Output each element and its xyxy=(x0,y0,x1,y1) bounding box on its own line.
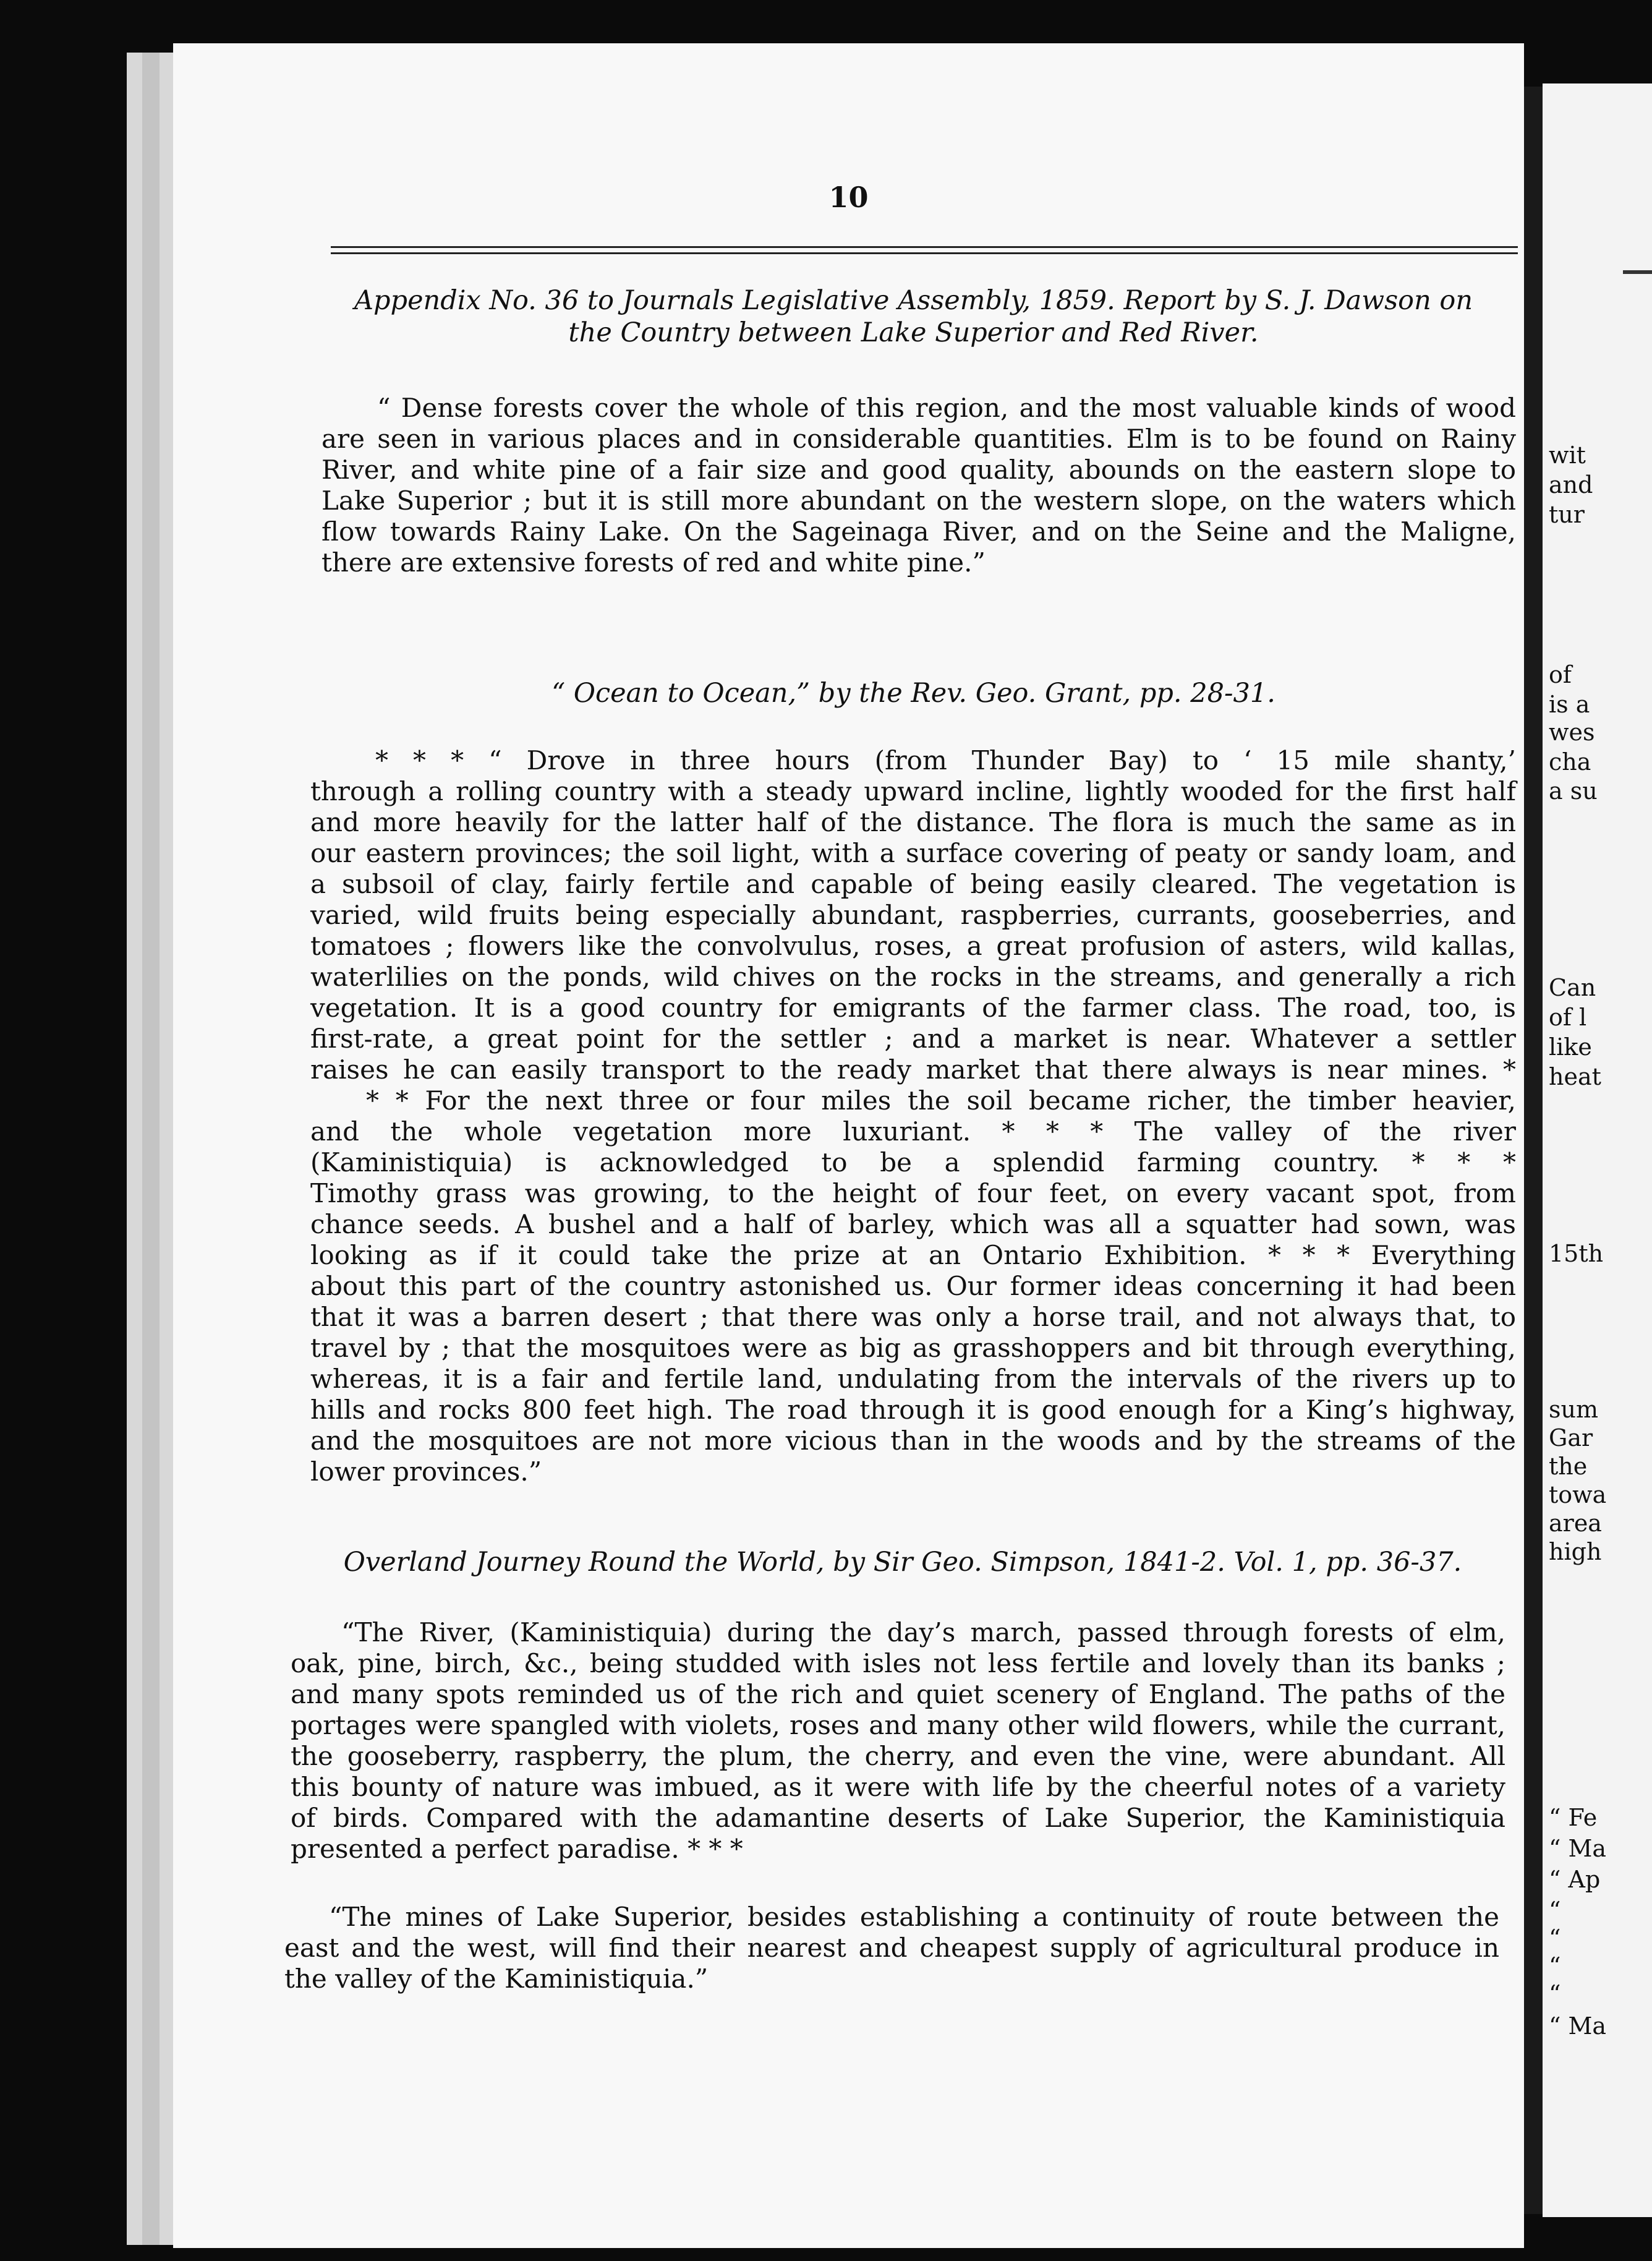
text-line: hills and rocks 800 feet high. The road through it is good enough for a King’s highway, xyxy=(310,1395,1516,1425)
facing-page-fragment: the xyxy=(1549,1453,1588,1480)
text-line: about this part of the country astonished us. Our former ideas concerning it had been xyxy=(310,1271,1516,1301)
text-line: waterlilies on the ponds, wild chives on the rocks in the streams, and generally a rich xyxy=(310,962,1516,992)
section-heading-simpson xyxy=(291,1546,1515,1578)
facing-page-fragment: “ Ma xyxy=(1549,2012,1607,2040)
facing-page-fragment: wit xyxy=(1549,442,1586,469)
heading-line: Appendix No. 36 to Journals Legislative Assembly, 1859. Report by S. J. Dawson on xyxy=(354,285,1473,316)
facing-page-fragment: 15th xyxy=(1549,1240,1604,1267)
text-line: the valley of the Kaministiquia.” xyxy=(284,1964,709,1994)
facing-page-fragment: Can xyxy=(1549,974,1596,1001)
text-line: whereas, it is a fair and fertile land, undulating from the intervals of the rivers up to xyxy=(310,1364,1516,1394)
text-line: east and the west, will find their nearest and cheapest supply of agricultural produce in xyxy=(284,1933,1499,1963)
text-line: that it was a barren desert ; that there was only a horse trail, and not always that, to xyxy=(310,1302,1516,1332)
text-line: oak, pine, birch, &c., being studded with isles not less fertile and lovely than its banks ; xyxy=(291,1648,1505,1678)
text-line: and more heavily for the latter half of the distance. The flora is much the same as in xyxy=(310,807,1516,837)
page-number: 10 xyxy=(828,181,869,214)
facing-page-fragment: of l xyxy=(1549,1004,1587,1031)
section-heading-grant xyxy=(309,677,1518,709)
text-line: a subsoil of clay, fairly fertile and capable of being easily cleared. The vegetation is xyxy=(310,869,1516,899)
heading-line: “ Ocean to Ocean,” by the Rev. Geo. Grant, pp. 28-31. xyxy=(551,678,1275,709)
heading-line: the Country between Lake Superior and Red River. xyxy=(568,317,1259,348)
text-line: flow towards Rainy Lake. On the Sageinaga River, and on the Seine and the Maligne, xyxy=(321,516,1516,547)
text-line: and many spots reminded us of the rich and quiet scenery of England. The paths of the xyxy=(291,1679,1505,1709)
text-line: * * For the next three or four miles the soil became richer, the timber heavier, xyxy=(366,1085,1516,1116)
book-gutter xyxy=(1524,87,1543,2214)
header-rule-top xyxy=(331,246,1518,248)
facing-page-fragment: a su xyxy=(1549,777,1598,805)
section-heading-dawson xyxy=(309,284,1518,349)
text-line: (Kaministiquia) is acknowledged to be a splendid farming country. * * * xyxy=(310,1147,1516,1178)
text-line: “The mines of Lake Superior, besides establishing a continuity of route between the xyxy=(329,1902,1499,1932)
text-line: * * * “ Drove in three hours (from Thunder Bay) to ‘ 15 mile shanty,’ xyxy=(375,745,1516,776)
facing-page-fragment: “ xyxy=(1549,1952,1561,1980)
paragraph-simpson-quote xyxy=(291,1617,1505,1865)
facing-page-fragment: cha xyxy=(1549,748,1591,776)
text-line: looking as if it could take the prize at an Ontario Exhibition. * * * Everything xyxy=(310,1240,1516,1270)
text-line: raises he can easily transport to the ready market that there always is near mines. * xyxy=(310,1054,1516,1085)
facing-page-fragment: high xyxy=(1549,1538,1602,1565)
facing-page-fragment: “ Ap xyxy=(1549,1866,1601,1893)
facing-page-fragment: “ xyxy=(1549,1897,1561,1924)
text-line: “The River, (Kaministiquia) during the day’s march, passed through forests of elm, xyxy=(341,1617,1505,1648)
facing-page-rule xyxy=(1623,270,1652,274)
header-rule-bottom xyxy=(331,252,1518,254)
text-line: are seen in various places and in considerable quantities. Elm is to be found on Rainy xyxy=(321,424,1516,454)
book-page-edge-shadow xyxy=(142,53,160,2245)
facing-page-fragment: heat xyxy=(1549,1063,1601,1090)
facing-page-fragment: “ Ma xyxy=(1549,1835,1607,1862)
text-line: presented a perfect paradise. * * * xyxy=(291,1834,743,1864)
facing-page-fragment: is a xyxy=(1549,691,1590,718)
document-page xyxy=(173,43,1524,2248)
text-line: portages were spangled with violets, roses and many other wild flowers, while the currant, xyxy=(291,1710,1505,1740)
heading-line: Overland Journey Round the World, by Sir Geo. Simpson, 1841-2. Vol. 1, pp. 36-37. xyxy=(343,1547,1462,1578)
facing-page-fragment: “ xyxy=(1549,1980,1561,2007)
text-line: tomatoes ; flowers like the convolvulus, roses, a great profusion of asters, wild kallas, xyxy=(310,931,1516,961)
facing-page-fragment: Gar xyxy=(1549,1424,1593,1451)
facing-page xyxy=(1543,83,1652,2217)
text-line: and the whole vegetation more luxuriant. * * * The valley of the river xyxy=(310,1116,1516,1147)
text-line: of birds. Compared with the adamantine deserts of Lake Superior, the Kaministiquia xyxy=(291,1803,1505,1833)
text-line: “ Dense forests cover the whole of this region, and the most valuable kinds of wood xyxy=(377,393,1516,423)
text-line: this bounty of nature was imbued, as it were with life by the cheerful notes of a variety xyxy=(291,1772,1505,1802)
facing-page-fragment: like xyxy=(1549,1033,1592,1061)
facing-page-fragment: and xyxy=(1549,471,1593,498)
text-line: vegetation. It is a good country for emigrants of the farmer class. The road, too, is xyxy=(310,993,1516,1023)
text-line: River, and white pine of a fair size and good quality, abounds on the eastern slope to xyxy=(321,455,1516,485)
text-line: lower provinces.” xyxy=(310,1456,542,1487)
facing-page-fragment: “ Fe xyxy=(1549,1804,1598,1831)
facing-page-fragment: area xyxy=(1549,1510,1602,1537)
text-line: our eastern provinces; the soil light, with a surface covering of peaty or sandy loam, and xyxy=(310,838,1516,868)
facing-page-fragment: towa xyxy=(1549,1481,1607,1508)
paragraph-dawson-quote xyxy=(321,393,1516,578)
text-line: the gooseberry, raspberry, the plum, the cherry, and even the vine, were abundant. All xyxy=(291,1741,1505,1771)
text-line: first-rate, a great point for the settler ; and a market is near. Whatever a settler xyxy=(310,1024,1516,1054)
facing-page-fragment: of xyxy=(1549,661,1572,688)
text-line: Timothy grass was growing, to the height of four feet, on every vacant spot, from xyxy=(310,1178,1516,1208)
facing-page-fragment: sum xyxy=(1549,1396,1599,1423)
facing-page-fragment: “ xyxy=(1549,1925,1561,1952)
text-line: there are extensive forests of red and white pine.” xyxy=(321,547,986,578)
text-line: varied, wild fruits being especially abundant, raspberries, currants, gooseberries, and xyxy=(310,900,1516,930)
text-line: Lake Superior ; but it is still more abundant on the western slope, on the waters which xyxy=(321,485,1516,516)
facing-page-fragment: wes xyxy=(1549,719,1595,746)
text-line: through a rolling country with a steady upward incline, lightly wooded for the first half xyxy=(310,776,1516,806)
text-line: chance seeds. A bushel and a half of barley, which was all a squatter had sown, was xyxy=(310,1209,1516,1239)
text-line: and the mosquitoes are not more vicious than in the woods and by the streams of the xyxy=(310,1425,1516,1456)
text-line: travel by ; that the mosquitoes were as big as grasshoppers and bit through everything, xyxy=(310,1333,1516,1363)
facing-page-fragment: tur xyxy=(1549,501,1585,528)
paragraph-mines-quote xyxy=(284,1902,1499,1994)
paragraph-grant-quote xyxy=(310,745,1516,1487)
